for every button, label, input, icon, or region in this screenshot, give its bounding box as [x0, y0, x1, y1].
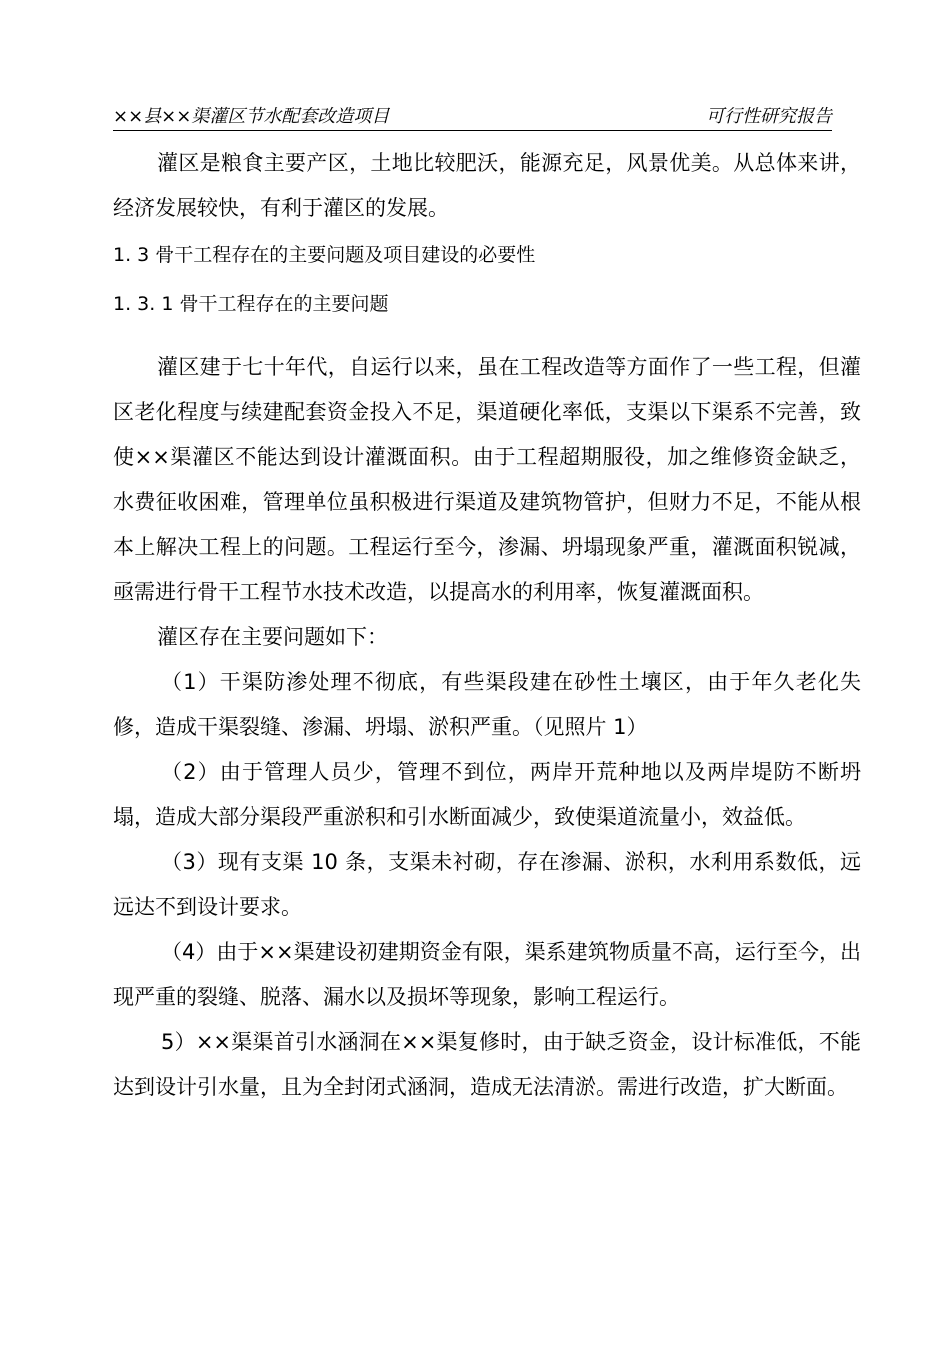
section-heading-1-3: 1. 3 骨干工程存在的主要问题及项目建设的必要性: [113, 244, 536, 266]
list-item-problem-5: 5）××渠渠首引水涵洞在××渠复修时，由于缺乏资金，设计标准低，不能达到设计引水量，且为全封闭式涵洞，造成无法清淤。需进行改造，扩大断面。: [113, 1030, 861, 1099]
list-item-problem-1: （1）干渠防渗处理不彻底，有些渠段建在砂性土壤区，由于年久老化失修，造成干渠裂缝、渗漏、坍塌、淤积严重。（见照片 1）: [113, 670, 861, 739]
section-heading-1-3-1: 1. 3. 1 骨干工程存在的主要问题: [113, 293, 389, 315]
paragraph-problems-background: 灌区建于七十年代，自运行以来，虽在工程改造等方面作了一些工程，但灌区老化程度与续建配套资金投入不足，渠道硬化率低，支渠以下渠系不完善，致使××渠灌区不能达到设计灌溉面积。由于工程超期服役，加之维修资金缺乏，水费征收困难，管理单位虽积极进行渠道及建筑物管护，但财力不足，不能从根本上解决工程上的问题。工程运行至今，渗漏、坍塌现象严重，灌溉面积锐减，亟需进行骨干工程节水技术改造，以提高水的利用率，恢复灌溉面积。: [113, 355, 861, 604]
list-item-problem-3: （3）现有支渠 10 条，支渠未衬砌，存在渗漏、淤积，水利用系数低，远远达不到设计要求。: [113, 850, 861, 919]
document-body: [113, 141, 861, 1110]
header-project-title: ××县××渠灌区节水配套改造项目: [113, 106, 390, 127]
list-item-problem-2: （2）由于管理人员少，管理不到位，两岸开荒种地以及两岸堤防不断坍塌，造成大部分渠段严重淤积和引水断面减少，致使渠道流量小，效益低。: [113, 760, 861, 829]
list-item-problem-4: （4）由于××渠建设初建期资金有限，渠系建筑物质量不高，运行至今，出现严重的裂缝、脱落、漏水以及损坏等现象，影响工程运行。: [113, 940, 861, 1009]
paragraph-problems-intro: 灌区存在主要问题如下：: [157, 625, 388, 649]
paragraph-irrigation-overview: 灌区是粮食主要产区，土地比较肥沃，能源充足，风景优美。从总体来讲，经济发展较快，有利于灌区的发展。: [113, 151, 861, 220]
header-report-type: 可行性研究报告: [706, 106, 832, 127]
page-header: [113, 104, 832, 131]
spacer: [113, 329, 861, 345]
